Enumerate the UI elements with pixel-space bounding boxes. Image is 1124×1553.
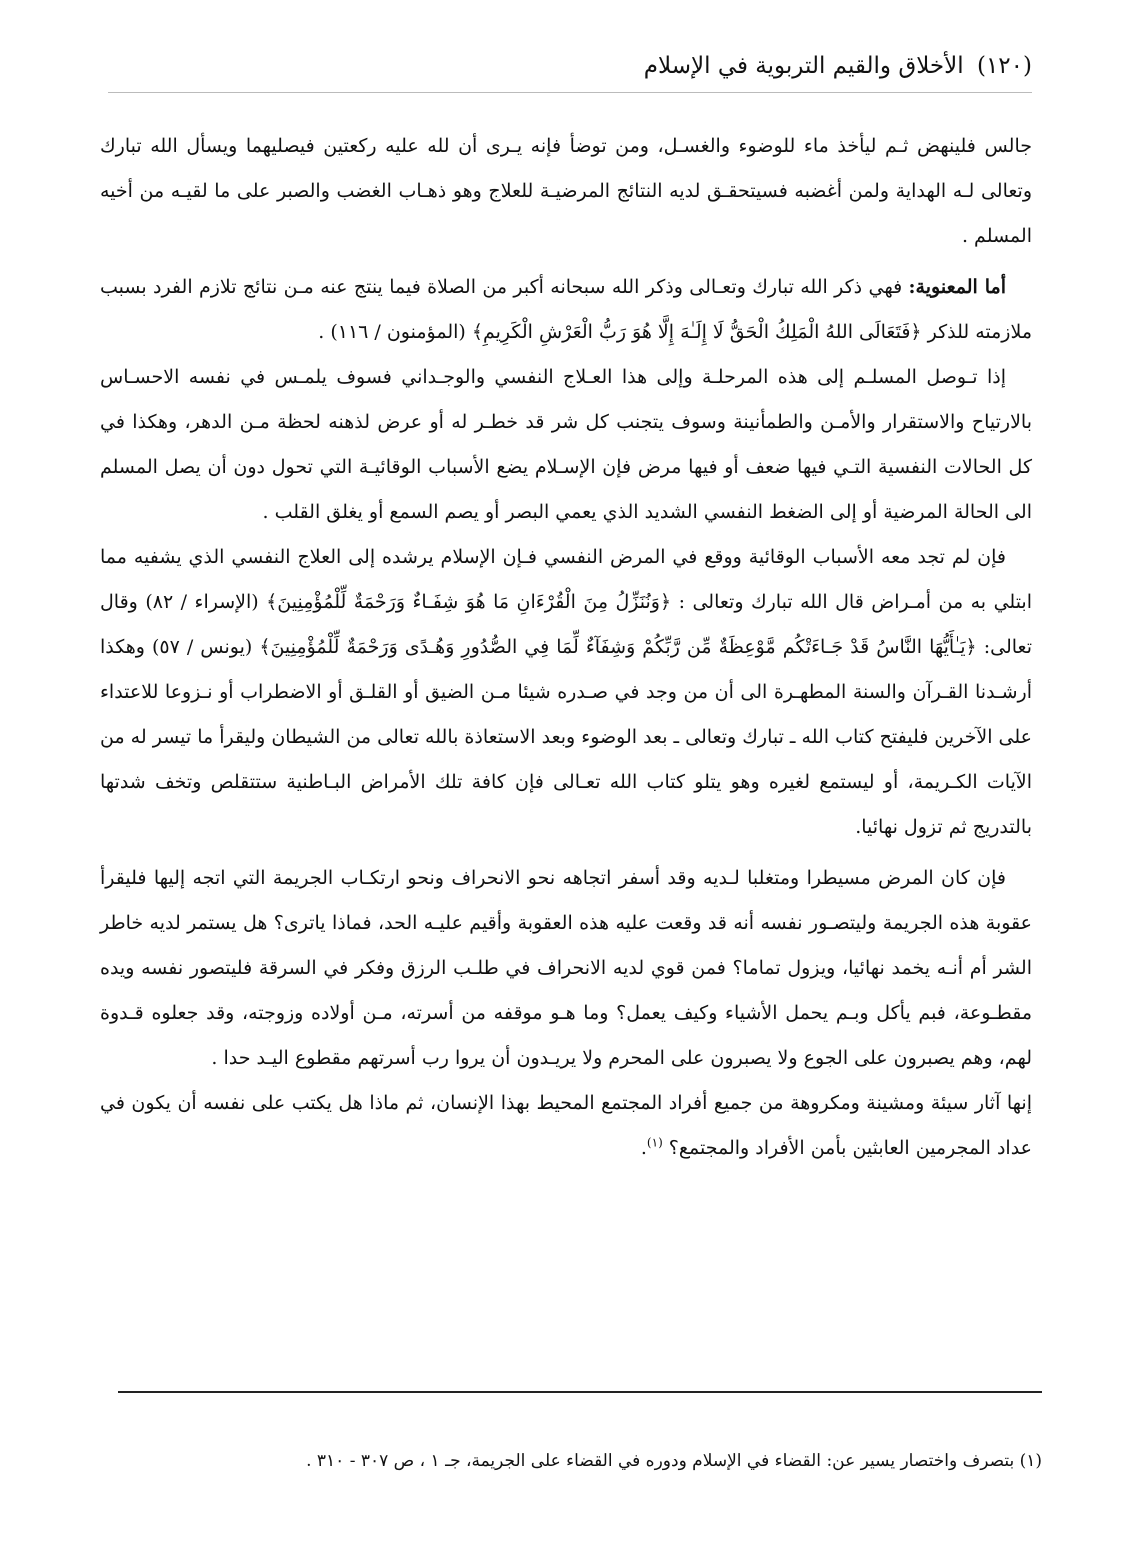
paragraph-5-text: فإن كان المرض مسيطرا ومتغلبا لـديه وقد أسفر اتجاهه نحو الانحراف ونحو ارتكـاب الجريمة التي اتجه إليها فليقرأ عقوبة هذه الجريمة وليتصـور نفسه أنه قد وقعت عليه هذه العقوبة وأقيم عليـه الحد، فماذا ياترى؟ هل يستمر لديه خاطر الشر أم أنـه يخمد نهائيا، ويزول تماما؟ فمن قوي لديه الانحراف في طلـب الرزق وفكر في السرقة فليتصور نفسه ويده مقطـوعة، فبم يأكل وبـم يحمل الأشياء وكيف يعمل؟ وما هـو موقفه من أسرته، مـن أولاده وزوجته، وقد جعلوه قـدوة لهم، وهم يصبرون على الجوع ولا يصبرون على المحرم ولا يريـدون أن يروا رب أسرتهم مقطوع اليـد حدا . bbox=[100, 867, 1032, 1069]
book-title: الأخلاق والقيم التربوية في الإسلام bbox=[643, 53, 964, 79]
quran-verse-alisra: ﴿وَنُنَزِّلُ مِنَ الْقُرْءَانِ مَا هُوَ شِفَـاءٌ وَرَحْمَةٌ لِّلْمُؤْمِنِينَ﴾ bbox=[266, 591, 672, 613]
paragraph-6-text: إنها آثار سيئة ومشينة ومكروهة من جميع أفراد المجتمع المحيط بهذا الإنسان، ثم ماذا هل يكتب على نفسه أن يكون في عداد المجرمين العابثين بأمن الأفراد والمجتمع؟ bbox=[100, 1092, 1032, 1159]
footnote-reference-mark[interactable]: (١) bbox=[646, 1135, 663, 1150]
paragraph-4-text: فإن لم تجد معه الأسباب الوقائية ووقع في المرض النفسي فـإن الإسلام يرشده إلى العلاج النفسي الذي يشفيه مما ابتلي به من أمـراض قال الله تبارك وتعالى : bbox=[100, 546, 1032, 613]
paragraph-6 bbox=[100, 1081, 1032, 1171]
quran-verse-almuminun: ﴿فَتَعَالَى اللهُ الْمَلِكُ الْحَقُّ لَا إِلَـٰهَ إِلَّا هُوَ رَبُّ الْعَرْشِ الْكَرِيمِ﴾ bbox=[471, 321, 922, 343]
paragraph-4-text-2: (الإسراء / ٨٢) وقال تعالى: bbox=[100, 591, 1032, 658]
header-divider bbox=[108, 92, 1032, 93]
footnote-divider bbox=[118, 1391, 1042, 1393]
paragraph-4-tail: (يونس / ٥٧) وهكذا أرشـدنا القـرآن والسنة المطهـرة الى أن من وجد في صـدره شيئا مـن الضيق أو القلـق أو الاضطراب أو نـزوعا للاعتداء على الآخرين فليفتح كتاب الله ـ تبارك وتعالى ـ بعد الوضوء وبعد الاستعاذة بالله تعالى من الشيطان وليقرأ ما تيسر له من الآيات الكـريمة، أو ليستمع لغيره وهو يتلو كتاب الله تعـالى فإن كافة تلك الأمراض البـاطنية ستتقلص وتخف شدتها بالتدريج ثم تزول نهائيا. bbox=[100, 636, 1032, 838]
paragraph-2 bbox=[100, 265, 1032, 355]
paragraph-3 bbox=[100, 355, 1032, 535]
quran-verse-yunus: ﴿يَـٰأَيُّهَا النَّاسُ قَدْ جَـاءَتْكُم مَّوْعِظَةٌ مِّن رَّبِّكُمْ وَشِفَآءٌ لِّمَا فِي الصُّدُورِ وَهُـدًى وَرَحْمَةٌ لِّلْمُؤْمِنِينَ﴾ bbox=[259, 636, 977, 658]
paragraph-4 bbox=[100, 535, 1032, 850]
section-lead-moral: أما المعنوية: bbox=[908, 276, 1006, 298]
paragraph-5 bbox=[100, 856, 1032, 1081]
paragraph-6-tail: . bbox=[640, 1137, 647, 1159]
main-text bbox=[100, 124, 1032, 1171]
running-header bbox=[644, 46, 1032, 86]
paragraph-2-text: فهي ذكر الله تبارك وتعـالى وذكر الله سبحانه أكبر من الصلاة فيما ينتج عنه مـن نتائج تلازم الفرد بسبب ملازمته للذكر bbox=[100, 276, 1032, 343]
paragraph-1 bbox=[100, 124, 1032, 259]
paragraph-3-text: إذا تـوصل المسلـم إلى هذه المرحلـة وإلى هذا العـلاج النفسي والوجـداني فسوف يلمـس في نفسه الاحسـاس بالارتياح والاستقرار والأمـن والطمأنينة وسوف يتجنب كل شر قد خطـر له أو عرض لذهنه لحظة مـن الدهر، وهكذا في كل الحالات النفسية التـي فيها ضعف أو فيها مرض فإن الإسـلام يضع الأسباب الوقائيـة التي تحول دون أن يصل المسلم الى الحالة المرضية أو إلى الضغط النفسي الشديد الذي يعمي البصر أو يصم السمع أو يغلق القلب . bbox=[100, 366, 1032, 523]
footnote: (١) بتصرف واختصار يسير عن: القضاء في الإسلام ودوره في القضاء على الجريمة، جـ ١ ، ص ٣٠٧ - ٣١٠ . bbox=[306, 1451, 1042, 1471]
page-number: (١٢٠) bbox=[976, 53, 1032, 79]
paragraph-1-text: جالس فلينهض ثـم ليأخذ ماء للوضوء والغسـل، ومن توضأ فإنه يـرى أن لله عليه ركعتين فيصليهما ويسأل الله تبارك وتعالى لـه الهداية ولمن أغضبه فسيتحقـق لديه النتائج المرضيـة للعلاج وهو ذهـاب الغضب والصبر على ما لقيـه من أخيه المسلم . bbox=[100, 135, 1032, 247]
verse-reference-almuminun: (المؤمنون / ١١٦) . bbox=[318, 321, 472, 343]
